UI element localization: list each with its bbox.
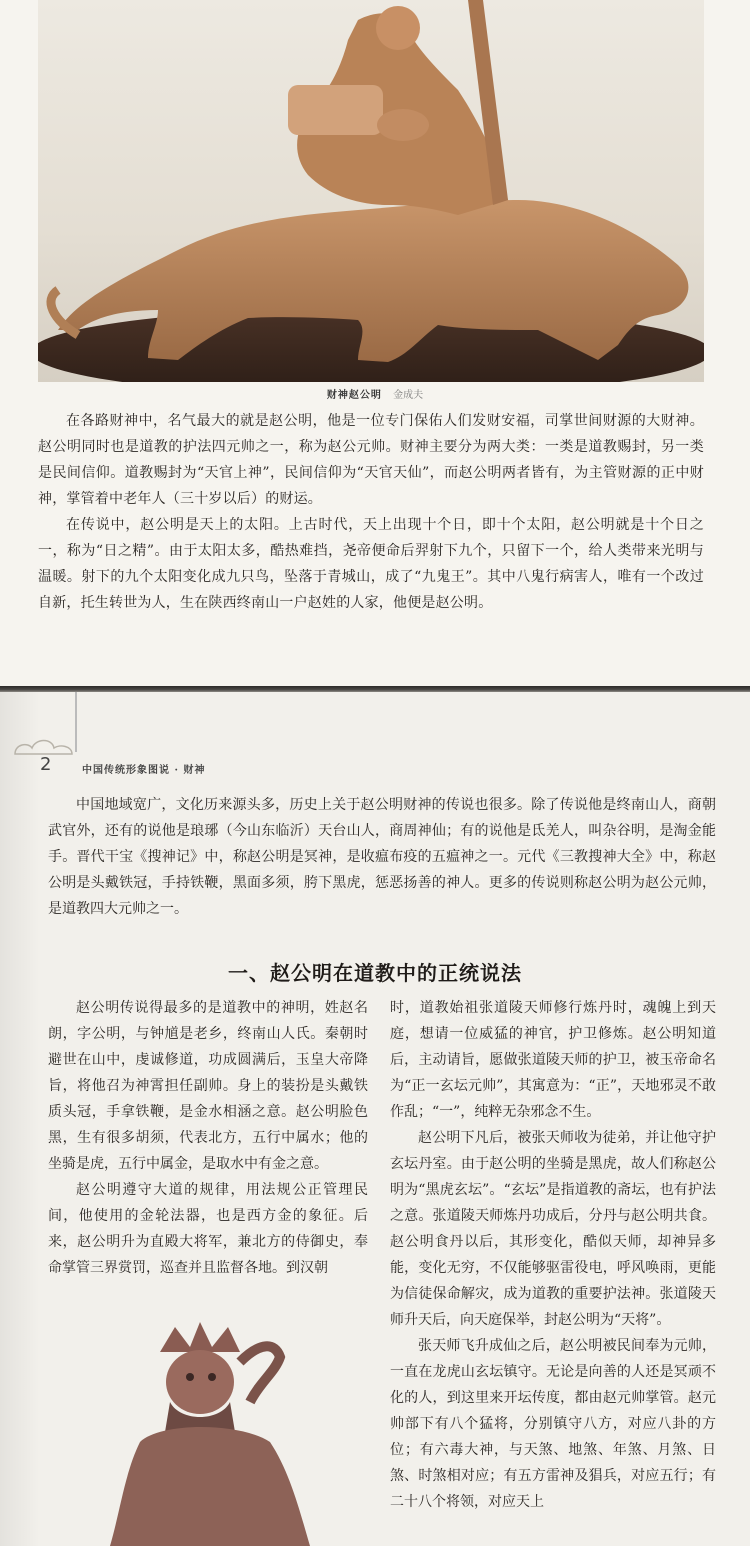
zhao-gongming-statue-photo <box>100 1312 350 1546</box>
page-number: 2 <box>40 754 52 775</box>
lower-page <box>0 692 750 1546</box>
upper-page-body <box>38 408 704 616</box>
section-title: 一、赵公明在道教中的正统说法 <box>228 961 522 985</box>
paragraph: 赵公明传说得最多的是道教中的神明，姓赵名朗，字公明，与钟馗是老乡，终南山人氏。秦朝时避世在山中，虔诚修道，功成圆满后，玉皇大帝降旨，将他召为神霄担任副帅。身上的装扮是头戴铁质头冠，手拿铁鞭，是金水相涵之意。赵公明脸色黑，生有很多胡须，代表北方，五行中属水；他的坐骑是虎，五行中属金，是取水中有金之意。 <box>48 1000 368 1172</box>
left-column <box>48 995 368 1281</box>
caption-title: 财神赵公明 <box>326 390 382 401</box>
right-column <box>390 995 716 1515</box>
caishen-statue-photo <box>38 0 704 382</box>
paragraph: 时，道教始祖张道陵天师修行炼丹时，魂魄上到天庭，想请一位威猛的神官，护卫修炼。赵公明知道后，主动请旨，愿做张道陵天师的护卫，被玉帝命名为“正一玄坛元帅”，其寓意为：“正”，天地邪灵不敢作乱；“一”，纯粹无杂邪念不生。 <box>390 1000 716 1120</box>
statue-illustration <box>38 0 704 382</box>
photo-caption <box>0 386 750 401</box>
warrior-statue-illustration <box>100 1312 350 1546</box>
paragraph: 赵公明下凡后，被张天师收为徒弟，并让他守护玄坛丹室。由于赵公明的坐骑是黑虎，故人们称赵公明为“黑虎玄坛”。“玄坛”是指道教的斋坛，也有护法之意。张道陵天师炼丹功成后，分丹与赵公明共食。赵公明食丹以后，其形变化，酷似天师，却神异多能，变化无穷，不仅能够驱雷役电，呼风唤雨，更能为信徒保命解灾，成为道教的重要护法神。张道陵天师升天后，向天庭保举，封赵公明为“天将”。 <box>390 1130 716 1328</box>
paragraph: 张天师飞升成仙之后，赵公明被民间奉为元帅，一直在龙虎山玄坛镇守。无论是向善的人还是冥顽不化的人，到这里来开坛传度，都由赵元帅掌管。赵元帅部下有八个猛将，分别镇守八方，对应八卦的方位；有六毒大神，与天煞、地煞、年煞、月煞、日煞、时煞相对应；有五方雷神及猖兵，对应五行；有二十八个将领，对应天上 <box>390 1338 716 1510</box>
upper-page <box>0 0 750 686</box>
running-head: 中国传统形象图说 · 财神 <box>82 765 206 776</box>
caption-author: 金成夫 <box>393 390 424 401</box>
paragraph: 中国地域宽广，文化历来源头多，历史上关于赵公明财神的传说也很多。除了传说他是终南山人，商朝武官外，还有的说他是琅琊（今山东临沂）天台山人，商周神仙；有的说他是氐羌人，叫杂谷明，是淘金能手。晋代干宝《搜神记》中，称赵公明是冥神，是收瘟布疫的五瘟神之一。元代《三教搜神大全》中，称赵公明是头戴铁冠，手持铁鞭，黑面多须，胯下黑虎，惩恶扬善的神人。更多的传说则称赵公明为赵公元帅，是道教四大元帅之一。 <box>48 797 716 917</box>
gutter-shadow <box>0 692 40 1546</box>
paragraph: 在传说中，赵公明是天上的太阳。上古时代，天上出现十个日，即十个太阳，赵公明就是十个日之一，称为“日之精”。由于太阳太多，酷热难挡，尧帝便命后羿射下九个，只留下一个，给人类带来光明与温暖。射下的九个太阳变化成九只鸟，坠落于青城山，成了“九鬼王”。其中八鬼行病害人，唯有一个改过自新，托生转世为人，生在陕西终南山一户赵姓的人家，他便是赵公明。 <box>38 517 704 611</box>
intro-paragraph <box>48 792 716 922</box>
paragraph: 在各路财神中，名气最大的就是赵公明，他是一位专门保佑人们发财安福，司掌世间财源的大财神。赵公明同时也是道教的护法四元帅之一，称为赵公元帅。财神主要分为两大类：一类是道教赐封，另一类是民间信仰。道教赐封为“天官上神”，民间信仰为“天官天仙”，而赵公明两者皆有，为主管财源的正中财神，掌管着中老年人（三十岁以后）的财运。 <box>38 413 704 507</box>
paragraph: 赵公明遵守大道的规律，用法规公正管理民间，他使用的金轮法器，也是西方金的象征。后来，赵公明升为直殿大将军，兼北方的侍御史，奉命掌管三界赏罚，巡查并且监督各地。到汉朝 <box>48 1182 368 1276</box>
